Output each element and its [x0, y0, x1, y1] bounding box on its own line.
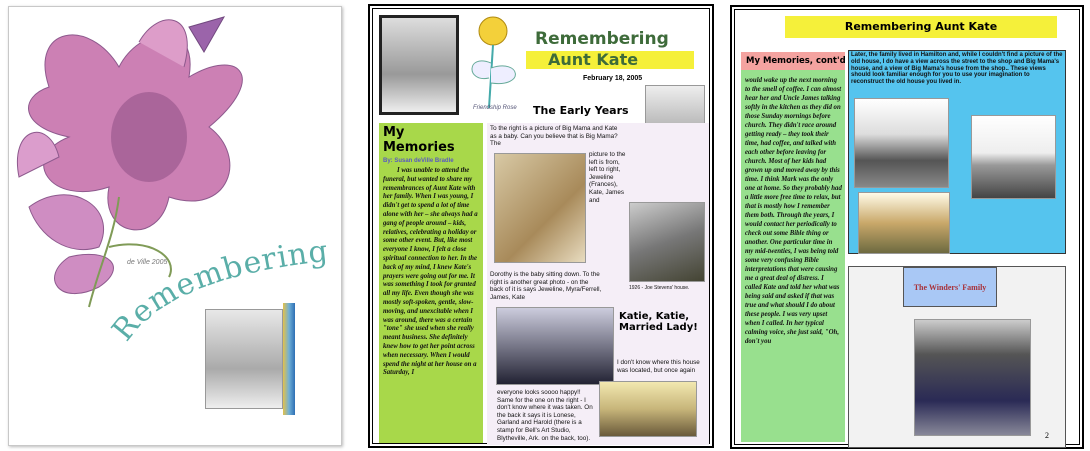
shop-view-photo [854, 98, 949, 188]
artist-signature: de Ville 2005 [127, 259, 168, 266]
children-photo [599, 381, 697, 437]
memories-contd-text: would wake up the next morning to the smell of coffee. I can almost hear her and Uncle James talking softly in the kitchen as they did on those Sunday mornings before church. They didn't race around getting ready – they took their time, had coffee, and talked with each other before leaving for church. Most of her kids had grown up and moved away by this time. I think Mark was the only one at home. So they probably had a little more free time to relax, but that is mostly how I remember them both. Through the years, I would contact her periodically to check out some Bible thing or another. One particular time in my mid-twenties, I was being told some very confusing Bible interpretations that were causing me a great deal of distress. I called Kate and told her what was being said and asked if that was true and what should I do about these people. I was very upset when I called. In her typical calming voice, she just said, "Oh, don't you [745, 77, 842, 345]
family-label: The Winders' Family [903, 267, 997, 307]
big-mama-house-photo [971, 115, 1056, 199]
svg-text:Friendship Rose: Friendship Rose [473, 105, 517, 111]
page-memories-contd [731, 6, 1083, 448]
caption-left-to-right: picture to the left is from, left to right, Jeweline (Frances), Kate, James and [589, 151, 626, 204]
house-photo [496, 307, 614, 385]
memories-contd-panel [741, 70, 845, 442]
title-remembering: Remembering [535, 29, 669, 49]
title-aunt-kate: Aunt Kate [526, 51, 694, 69]
winders-family-photo [914, 319, 1031, 436]
caption-big-mama: To the right is a picture of Big Mama and Kate as a baby. Can you believe that is Big Mama? The [490, 125, 618, 148]
date: February 18, 2005 [583, 75, 643, 82]
heading-early-years: The Early Years [533, 104, 629, 117]
page-title: Remembering Aunt Kate [785, 16, 1057, 38]
page-number: 2 [1045, 431, 1049, 440]
memories-text: I was unable to attend the funeral, but wanted to share my remembrances of Aunt Kate with her family. When I was young, I didn't get to spend a lot of time alone with her – she always had a gang of people around – kids, relatives, celebrating a holiday or some other event. But, like most everyone I know, I felt a close spiritual connection to her. In the back of my mind, I knew Kate's prayers were going out for me. It was something I took for granted all my life. Even though she was mostly soft-spoken, gentle, slow-moving, and unexcitable when I was around, there was a certain "tone" she used when she really meant business. She definitely knew how to get her point across when necessary. When I would spend the night at her house on a Saturday, I [383, 167, 478, 377]
page-early-years [369, 5, 713, 447]
caption-happy: everyone looks soooo happy!! Same for the one on the right - I don't know where it was taken. On the back it says it is Lonese, Garland and Harold (there is a stamp for Bell's Art Studio, Blytheville, Ark. on the back, too). [497, 389, 593, 442]
photo-caption: 1926 - Joe Stevens' house. [629, 285, 690, 291]
family-panel [848, 266, 1066, 448]
memories-heading: My Memories [383, 125, 455, 155]
hamilton-panel [848, 50, 1066, 254]
house-sepia-photo [858, 192, 950, 254]
hamilton-text: Later, the family lived in Hamilton and, while I couldn't find a picture of the old house, I do have a view across the street to the shop and Big Mama's house, and a view of Big Mama's house from the shop.. These views should look familiar enough for you to use your imagination to reconstruct the old house you lived in. [851, 52, 1063, 86]
rose-drawing [461, 13, 531, 113]
sibling-photo [494, 153, 586, 263]
heading-married: Katie, Katie, Married Lady! [619, 311, 698, 333]
caption-dorothy: Dorothy is the baby sitting down. To the right is another great photo - on the back of it is says Jeweline, Myra/Ferrell, James, Kate [490, 271, 602, 301]
portrait-photo [379, 15, 459, 115]
byline: By: Susan deVille Bradle [383, 158, 454, 164]
caption-house: I don't know where this house was located, but once again [617, 359, 700, 374]
memories-panel [379, 123, 483, 443]
cover-page [8, 6, 342, 446]
cover-title [9, 7, 343, 447]
svg-text:Remembering: Remembering [105, 233, 331, 348]
memories-contd-heading: My Memories, cont'd [741, 52, 845, 70]
stevens-house-photo [629, 202, 705, 282]
